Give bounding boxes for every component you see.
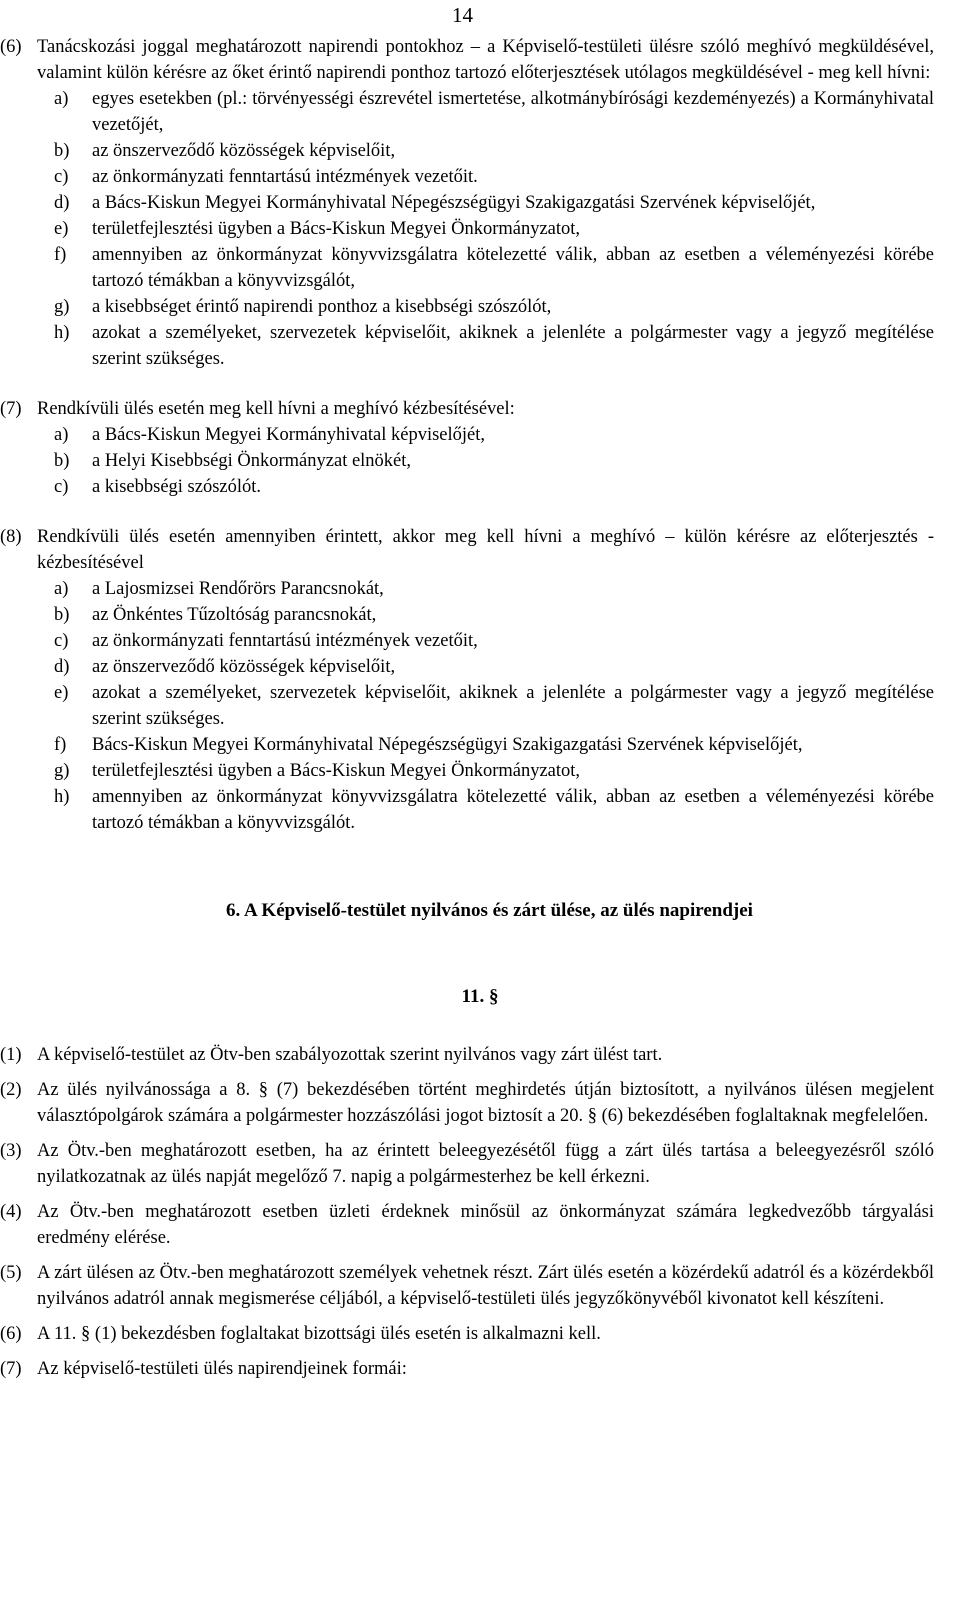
paragraph-text: Rendkívüli ülés esetén amennyiben érintett, akkor meg kell hívni a meghívó – külön kérésre az előterjesztés - kézbesítésével (37, 527, 934, 573)
list-item (54, 654, 934, 680)
list-item (54, 242, 934, 294)
page-number: 14 (452, 3, 473, 27)
item-letter: g) (54, 297, 70, 317)
item-text: a kisebbséget érintő napirendi ponthoz a kisebbségi szószólót, (92, 297, 552, 317)
list-item (54, 628, 934, 654)
item-text: a Helyi Kisebbségi Önkormányzat elnökét, (92, 451, 412, 471)
paragraph-number: (4) (0, 1202, 22, 1222)
paragraph-text: A képviselő-testület az Ötv-ben szabályozottak szerint nyilvános vagy zárt ülést tart. (37, 1045, 663, 1065)
list-item (54, 758, 934, 784)
list-item (54, 216, 934, 242)
paragraph-text: Az képviselő-testületi ülés napirendjeinek formái: (37, 1359, 407, 1379)
article-heading: 11. § (461, 986, 499, 1007)
item-letter: g) (54, 761, 70, 781)
item-letter: f) (54, 245, 67, 265)
article-paragraph-1 (0, 1042, 960, 1068)
paragraph-8 (0, 524, 960, 576)
item-letter: c) (54, 631, 69, 651)
item-letter: d) (54, 657, 70, 677)
item-text: amennyiben az önkormányzat könyvvizsgálatra kötelezetté válik, abban az esetben a véleményezési körébe tartozó témákban a könyvvizsgálót, (92, 245, 934, 291)
list-item (54, 164, 934, 190)
article-paragraph-6 (0, 1321, 960, 1347)
item-text: azokat a személyeket, szervezetek képviselőit, akiknek a jelenléte a polgármester vagy a jegyző megítélése szerint szükséges. (92, 683, 934, 729)
list-8 (0, 576, 960, 836)
section-heading: 6. A Képviselő-testület nyilvános és zárt ülése, az ülés napirendjei (226, 900, 753, 921)
item-letter: f) (54, 735, 67, 755)
item-text: az önszerveződő közösségek képviselőit, (92, 657, 396, 677)
list-7 (0, 422, 960, 500)
paragraph-number: (2) (0, 1080, 22, 1100)
item-letter: b) (54, 605, 70, 625)
article-paragraph-5 (0, 1260, 960, 1312)
list-item (54, 784, 934, 836)
item-letter: e) (54, 219, 69, 239)
list-item (54, 294, 934, 320)
document-body (0, 34, 960, 1382)
list-item (54, 680, 934, 732)
paragraph-text: Az Ötv.-ben meghatározott esetben üzleti érdeknek minősül az önkormányzat számára legkedvezőbb tárgyalási eredmény elérése. (37, 1202, 934, 1248)
paragraph-number: (6) (0, 37, 22, 57)
item-text: a Bács-Kiskun Megyei Kormányhivatal Népegészségügyi Szakigazgatási Szervének képviselőjét, (92, 193, 816, 213)
item-text: az önkormányzati fenntartású intézmények vezetőit. (92, 167, 478, 187)
list-item (54, 602, 934, 628)
item-letter: a) (54, 579, 69, 599)
article-paragraph-4 (0, 1199, 960, 1251)
item-text: a Lajosmizsei Rendőrörs Parancsnokát, (92, 579, 384, 599)
item-text: a Bács-Kiskun Megyei Kormányhivatal képviselőjét, (92, 425, 486, 445)
item-letter: b) (54, 451, 70, 471)
item-text: az Önkéntes Tűzoltóság parancsnokát, (92, 605, 377, 625)
item-text: egyes esetekben (pl.: törvényességi észrevétel ismertetése, alkotmánybírósági kezdeményezés) a Kormányhivatal vezetőjét, (92, 89, 934, 135)
item-text: területfejlesztési ügyben a Bács-Kiskun Megyei Önkormányzatot, (92, 219, 581, 239)
paragraph-text: A zárt ülésen az Ötv.-ben meghatározott személyek vehetnek részt. Zárt ülés esetén a közérdekű adatról és a közérdekből nyilvános adatról annak megismerése céljából, a képviselő-testületi ülés jegyzőkönyvéből kivonatot kell készíteni. (37, 1263, 934, 1309)
item-text: a kisebbségi szószólót. (92, 477, 262, 497)
list-6 (0, 86, 960, 372)
item-letter: c) (54, 167, 69, 187)
paragraph-number: (7) (0, 1359, 22, 1379)
article-paragraph-7 (0, 1356, 960, 1382)
list-item (54, 422, 934, 448)
item-letter: e) (54, 683, 69, 703)
paragraph-text: A 11. § (1) bekezdésben foglaltakat bizottsági ülés esetén is alkalmazni kell. (37, 1324, 601, 1344)
list-item (54, 732, 934, 758)
paragraph-text: Tanácskozási joggal meghatározott napirendi pontokhoz – a Képviselő-testületi ülésre szóló meghívó megküldésével, valamint külön kérésre az őket érintő napirendi ponthoz tartozó előterjesztések utólagos megküldésével - meg kell hívni: (37, 37, 934, 83)
list-item (54, 474, 934, 500)
item-text: az önszerveződő közösségek képviselőit, (92, 141, 396, 161)
paragraph-6 (0, 34, 960, 86)
paragraph-number: (3) (0, 1141, 22, 1161)
list-item (54, 576, 934, 602)
paragraph-text: Az Ötv.-ben meghatározott esetben, ha az érintett beleegyezésétől függ a zárt ülés tartása a beleegyezésről szóló nyilatkozatnak az ülés napját megelőző 7. napig a polgármesterhez be kell érkezni. (37, 1141, 934, 1187)
list-item (54, 320, 934, 372)
item-letter: a) (54, 425, 69, 445)
item-letter: d) (54, 193, 70, 213)
item-letter: a) (54, 89, 69, 109)
list-item (54, 448, 934, 474)
paragraph-number: (1) (0, 1045, 22, 1065)
item-letter: h) (54, 323, 70, 343)
item-text: amennyiben az önkormányzat könyvvizsgálatra kötelezetté válik, abban az esetben a véleményezési körébe tartozó témákban a könyvvizsgálót. (92, 787, 934, 833)
paragraph-number: (7) (0, 399, 22, 419)
item-letter: h) (54, 787, 70, 807)
paragraph-7 (0, 396, 960, 422)
item-text: az önkormányzati fenntartású intézmények vezetőit, (92, 631, 478, 651)
item-text: területfejlesztési ügyben a Bács-Kiskun Megyei Önkormányzatot, (92, 761, 581, 781)
list-item (54, 138, 934, 164)
paragraph-number: (8) (0, 527, 22, 547)
paragraph-text: Az ülés nyilvánossága a 8. § (7) bekezdésében történt meghirdetés útján biztosított, a nyilvános ülésen megjelent választópolgárok számára a polgármester hozzászólási jogot biztosít a 20. § (6) bekezdésében foglaltaknak megfelelően. (37, 1080, 934, 1126)
paragraph-number: (5) (0, 1263, 22, 1283)
item-text: azokat a személyeket, szervezetek képviselőit, akiknek a jelenléte a polgármester vagy a jegyző megítélése szerint szükséges. (92, 323, 934, 369)
article-paragraph-3 (0, 1138, 960, 1190)
paragraph-text: Rendkívüli ülés esetén meg kell hívni a meghívó kézbesítésével: (37, 399, 515, 419)
item-letter: b) (54, 141, 70, 161)
item-letter: c) (54, 477, 69, 497)
list-item (54, 86, 934, 138)
paragraph-number: (6) (0, 1324, 22, 1344)
item-text: Bács-Kiskun Megyei Kormányhivatal Népegészségügyi Szakigazgatási Szervének képviselőjét, (92, 735, 803, 755)
list-item (54, 190, 934, 216)
article-paragraph-2 (0, 1077, 960, 1129)
